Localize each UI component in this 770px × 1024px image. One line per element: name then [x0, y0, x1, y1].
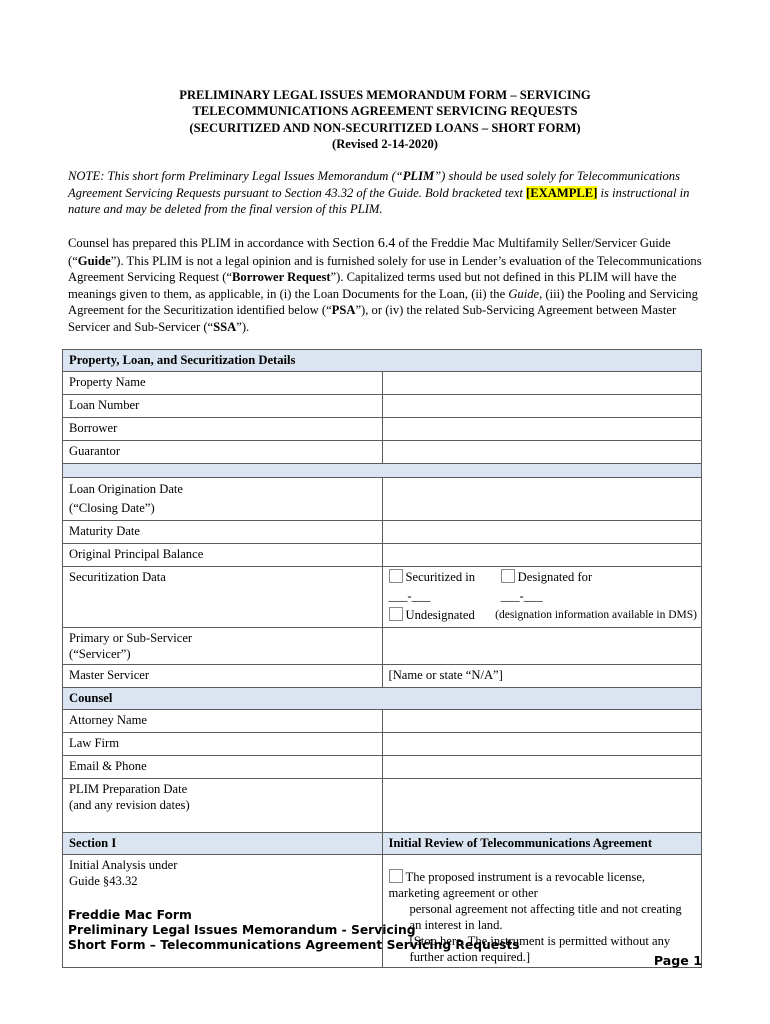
origination-date-label: [63, 478, 383, 521]
form-row: [63, 756, 702, 779]
title-revision: (Revised 2-14-2020): [332, 136, 438, 151]
property-name-field[interactable]: [382, 372, 702, 395]
form-row: [63, 733, 702, 756]
initial-analysis-label-line: Guide §43.32: [69, 874, 138, 888]
footer-line: Preliminary Legal Issues Memorandum - Servicing: [68, 923, 416, 938]
initial-analysis-label-line: Initial Analysis under: [69, 858, 178, 872]
plim-date-label-line: (and any revision dates): [69, 798, 190, 812]
guide-italic: Guide: [508, 286, 540, 301]
servicer-label-line: Primary or Sub-Servicer: [69, 631, 193, 645]
form-row: [63, 544, 702, 567]
spacer-row: [63, 464, 702, 478]
section-header-row: [63, 688, 702, 710]
plim-date-label: [63, 779, 383, 833]
undesignated-option-label: Undesignated: [405, 608, 475, 622]
attorney-name-field[interactable]: [382, 710, 702, 733]
guide-term: Guide: [77, 253, 111, 268]
intro-text: ”).: [236, 319, 250, 334]
form-row: [63, 521, 702, 544]
master-servicer-field[interactable]: [Name or state “N/A”]: [382, 665, 702, 688]
designated-option[interactable]: [501, 568, 617, 606]
loan-number-label: Loan Number: [63, 395, 383, 418]
ssa-term: SSA: [213, 319, 237, 334]
details-form-table: [62, 349, 702, 968]
origination-date-label-line: Loan Origination Date: [69, 482, 184, 496]
guarantor-label: Guarantor: [63, 441, 383, 464]
section-header-row: [63, 350, 702, 372]
intro-text: ”). Capitalized terms used but not defined in this PLIM will have the meanings given to them, as applicable, in (i) the Loan Documents for the Loan, (ii) the: [68, 270, 677, 301]
form-row: [63, 710, 702, 733]
checkbox[interactable]: [501, 569, 515, 583]
intro-text: ”). This PLIM is not a legal opinion and is furnished solely for use in Lender’s evaluation of the Telecommunications Agreement Servicing Request (“: [68, 253, 702, 285]
law-firm-label: Law Firm: [63, 733, 383, 756]
intro-text: of the Freddie Mac Multifamily Seller/Servicer Guide (“: [68, 236, 671, 268]
securitization-data-field: [382, 567, 702, 628]
note-text: is instructional in nature and may be deleted from the final version of this PLIM.: [68, 185, 690, 217]
note-text: ”) should be used solely for Telecommunications Agreement Servicing Requests pursuant to Section 43.32 of the Guide. Bold bracketed text: [68, 169, 680, 200]
form-footer: [68, 908, 520, 954]
maturity-date-label: Maturity Date: [63, 521, 383, 544]
original-principal-label: Original Principal Balance: [63, 544, 383, 567]
section-1-title: Initial Review of Telecommunications Agreement: [382, 833, 702, 855]
checkbox[interactable]: [389, 869, 403, 883]
form-row: [63, 478, 702, 521]
revocable-license-option[interactable]: [389, 869, 696, 901]
form-row: [63, 395, 702, 418]
note-text: NOTE: This short form Preliminary Legal Issues Memorandum (“: [68, 169, 403, 183]
borrower-field[interactable]: [382, 418, 702, 441]
borrower-request-term: Borrower Request: [232, 270, 331, 285]
intro-text: ”), or (iv) the related Sub-Servicing Agreement between Master Servicer and Sub-Servicer (“: [68, 303, 677, 334]
designated-option-label: Designated for ___-___: [500, 570, 593, 603]
form-row: [63, 665, 702, 688]
title-line: (SECURITIZED AND NON-SECURITIZED LOANS – SHORT FORM): [189, 120, 581, 135]
form-row: [63, 779, 702, 833]
section-1-label: Section I: [63, 833, 383, 855]
designation-info-note: (designation information available in DMS): [495, 609, 697, 621]
servicer-label: [63, 628, 383, 665]
form-row: [63, 628, 702, 665]
plim-date-label-line: PLIM Preparation Date: [69, 782, 188, 796]
option-text: The proposed instrument is a revocable license, marketing agreement or other: [388, 870, 646, 900]
psa-term: PSA: [331, 303, 356, 318]
form-row: [63, 418, 702, 441]
loan-number-field[interactable]: [382, 395, 702, 418]
intro-paragraph: [68, 235, 708, 336]
email-phone-label: Email & Phone: [63, 756, 383, 779]
title-line: TELECOMMUNICATIONS AGREEMENT SERVICING REQUESTS: [192, 104, 578, 119]
note-plim-term: PLIM: [402, 169, 435, 183]
intro-text: Counsel has prepared this PLIM in accordance with: [68, 236, 333, 250]
maturity-date-field[interactable]: [382, 521, 702, 544]
securitized-option[interactable]: [389, 568, 501, 606]
section-reference: Section 6.4: [332, 236, 396, 251]
form-row: [63, 441, 702, 464]
intro-text: , (iii) the Pooling and Servicing Agreement for the Securitization identified below (“: [68, 286, 698, 318]
checkbox[interactable]: [389, 569, 403, 583]
plim-date-field[interactable]: [382, 779, 702, 833]
master-servicer-label: Master Servicer: [63, 665, 383, 688]
securitization-data-label: Securitization Data: [63, 567, 383, 628]
form-row: [63, 567, 702, 628]
origination-date-label-line: (“Closing Date”): [69, 501, 155, 515]
borrower-label: Borrower: [63, 418, 383, 441]
email-phone-field[interactable]: [382, 756, 702, 779]
spacer-cell: [63, 464, 702, 478]
attorney-name-label: Attorney Name: [63, 710, 383, 733]
property-name-label: Property Name: [63, 372, 383, 395]
note-paragraph: [68, 168, 708, 218]
title-line: PRELIMINARY LEGAL ISSUES MEMORANDUM FORM – SERVICING: [179, 88, 591, 102]
option-instruction: [Stop here. The instrument is permitted without any further action required.]: [409, 934, 671, 964]
law-firm-field[interactable]: [382, 733, 702, 756]
property-section-header: Property, Loan, and Securitization Details: [63, 350, 702, 372]
page-number: Page 1: [653, 953, 702, 968]
counsel-section-header: Counsel: [63, 688, 702, 710]
memo-title: [60, 87, 710, 152]
origination-date-field[interactable]: [382, 478, 702, 521]
checkbox[interactable]: [389, 607, 403, 621]
servicer-field[interactable]: [382, 628, 702, 665]
undesignated-option[interactable]: [389, 606, 475, 625]
guarantor-field[interactable]: [382, 441, 702, 464]
securitized-option-label: Securitized in ___-___: [388, 570, 476, 603]
option-text: personal agreement not affecting title and not creating an interest in land.: [409, 902, 682, 932]
footer-line: Short Form – Telecommunications Agreement Servicing Requests: [68, 938, 520, 953]
section-header-row: [63, 833, 702, 855]
original-principal-field[interactable]: [382, 544, 702, 567]
form-row: [63, 372, 702, 395]
servicer-label-line: (“Servicer”): [69, 647, 131, 661]
example-highlight: [EXAMPLE]: [526, 185, 598, 200]
footer-line: Freddie Mac Form: [68, 908, 192, 922]
